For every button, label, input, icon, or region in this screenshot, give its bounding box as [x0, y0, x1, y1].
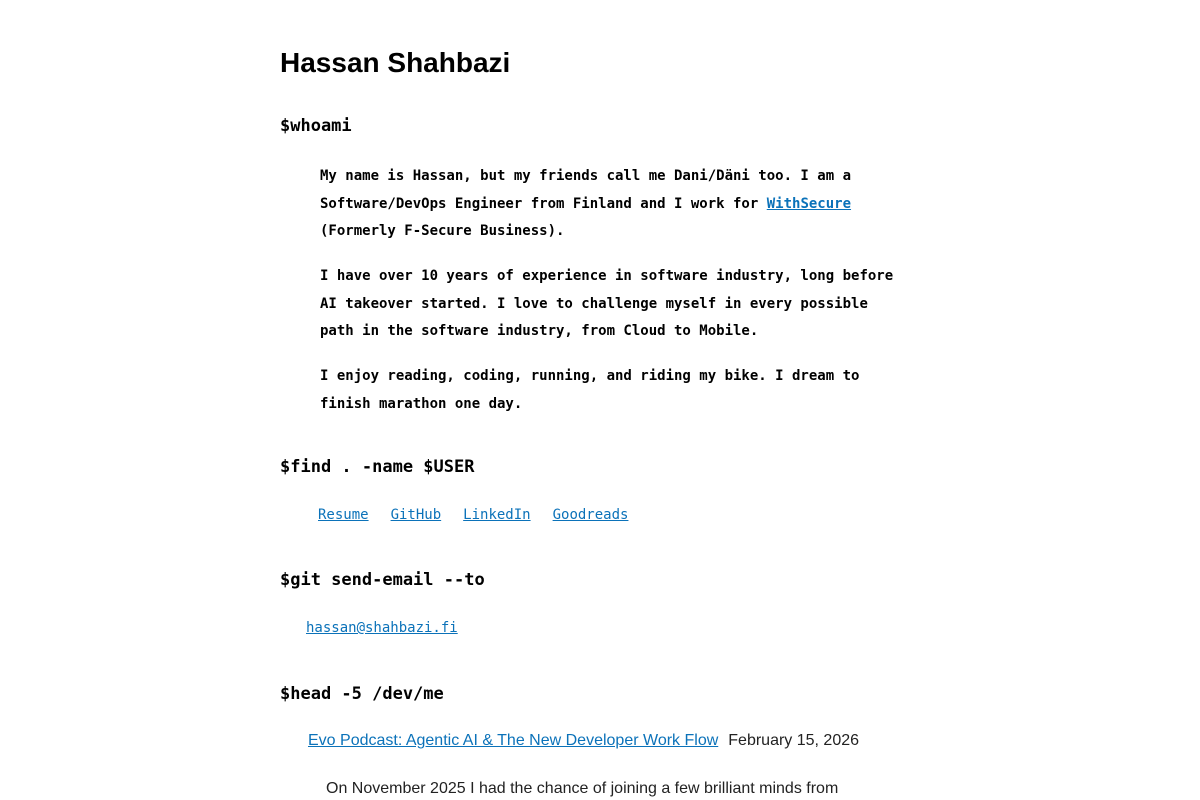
bio-paragraph-1-text-end: (Formerly F-Secure Business). — [320, 223, 565, 239]
bio-paragraph-1 — [320, 163, 900, 246]
goodreads-link[interactable]: Goodreads — [552, 507, 629, 523]
whoami-heading: $whoami — [280, 116, 352, 136]
bio-paragraph-1-text-start: My name is Hassan, but my friends call me Dani/Däni too. I am a Software/DevOps Engineer from Finland and I work for — [320, 168, 852, 212]
profile-links — [318, 504, 628, 526]
posts-heading: $head -5 /dev/me — [280, 684, 444, 704]
post-item — [308, 729, 859, 753]
linkedin-link[interactable]: LinkedIn — [463, 507, 531, 523]
post-date: February 15, 2026 — [728, 732, 860, 749]
find-heading: $find . -name $USER — [280, 457, 475, 477]
resume-link[interactable]: Resume — [318, 507, 369, 523]
email-row — [306, 617, 458, 639]
post-title-link[interactable]: Evo Podcast: Agentic AI & The New Developer Work Flow — [308, 732, 719, 749]
email-link[interactable]: hassan@shahbazi.fi — [306, 620, 458, 636]
employer-link[interactable]: WithSecure — [766, 195, 852, 212]
site-title: Hassan Shahbazi — [280, 47, 511, 78]
post-excerpt: On November 2025 I had the chance of joining a few brilliant minds from — [326, 780, 839, 797]
github-link[interactable]: GitHub — [390, 507, 442, 523]
bio-paragraph-2: I have over 10 years of experience in software industry, long before AI takeover started. I love to challenge myself in every possible path in the software industry, from Cloud to Mobile. — [320, 268, 894, 339]
bio-paragraph-3: I enjoy reading, coding, running, and riding my bike. I dream to finish marathon one day. — [320, 368, 860, 412]
contact-heading: $git send-email --to — [280, 570, 485, 590]
